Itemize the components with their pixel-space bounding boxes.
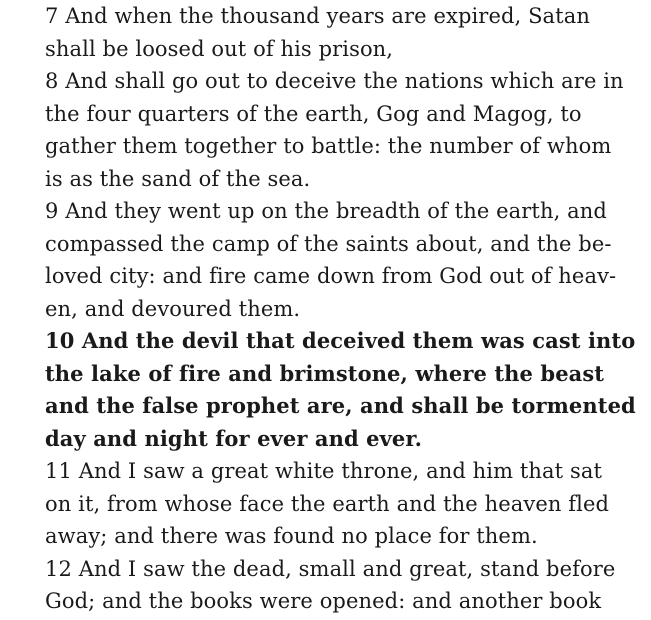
verse-line: on it, from whose face the earth and the heaven fled	[45, 491, 610, 516]
verse-line: day and night for ever and ever.	[45, 425, 423, 451]
verse-line: 8 And shall go out to deceive the nations which are in	[45, 69, 624, 93]
verse-line: shall be loosed out of his prison,	[45, 36, 394, 61]
verse-line: en, and devoured them.	[45, 296, 301, 321]
verse-7	[45, 0, 605, 65]
verse-9	[45, 195, 617, 325]
verse-line: away; and there was found no place for them.	[45, 524, 538, 548]
scripture-text	[45, 0, 636, 618]
verse-line: 9 And they went up on the breadth of the earth, and	[45, 199, 607, 223]
verse-line: 11 And I saw a great white throne, and him that sat	[45, 459, 602, 483]
verse-8	[45, 65, 624, 195]
verse-12	[45, 553, 616, 618]
verse-line: is as the sand of the sea.	[45, 166, 311, 191]
verse-line: 7 And when the thousand years are expired, Satan	[45, 4, 590, 28]
verse-line: and the false prophet are, and shall be tormented	[45, 393, 636, 418]
verse-line: gather them together to battle: the number of whom	[45, 134, 612, 158]
verse-10-highlighted	[45, 325, 636, 455]
verse-line: 12 And I saw the dead, small and great, stand before	[45, 556, 616, 581]
verse-line: compassed the camp of the saints about, and the be-	[45, 231, 612, 256]
verse-11	[45, 455, 610, 553]
verse-line: the lake of fire and brimstone, where the beast	[45, 360, 605, 386]
verse-line: 10 And the devil that deceived them was cast into	[45, 328, 636, 353]
verse-line: loved city: and fire came down from God out of heav-	[45, 264, 617, 288]
verse-line: the four quarters of the earth, Gog and Magog, to	[45, 101, 582, 126]
verse-line: God; and the books were opened: and another book	[45, 589, 602, 613]
